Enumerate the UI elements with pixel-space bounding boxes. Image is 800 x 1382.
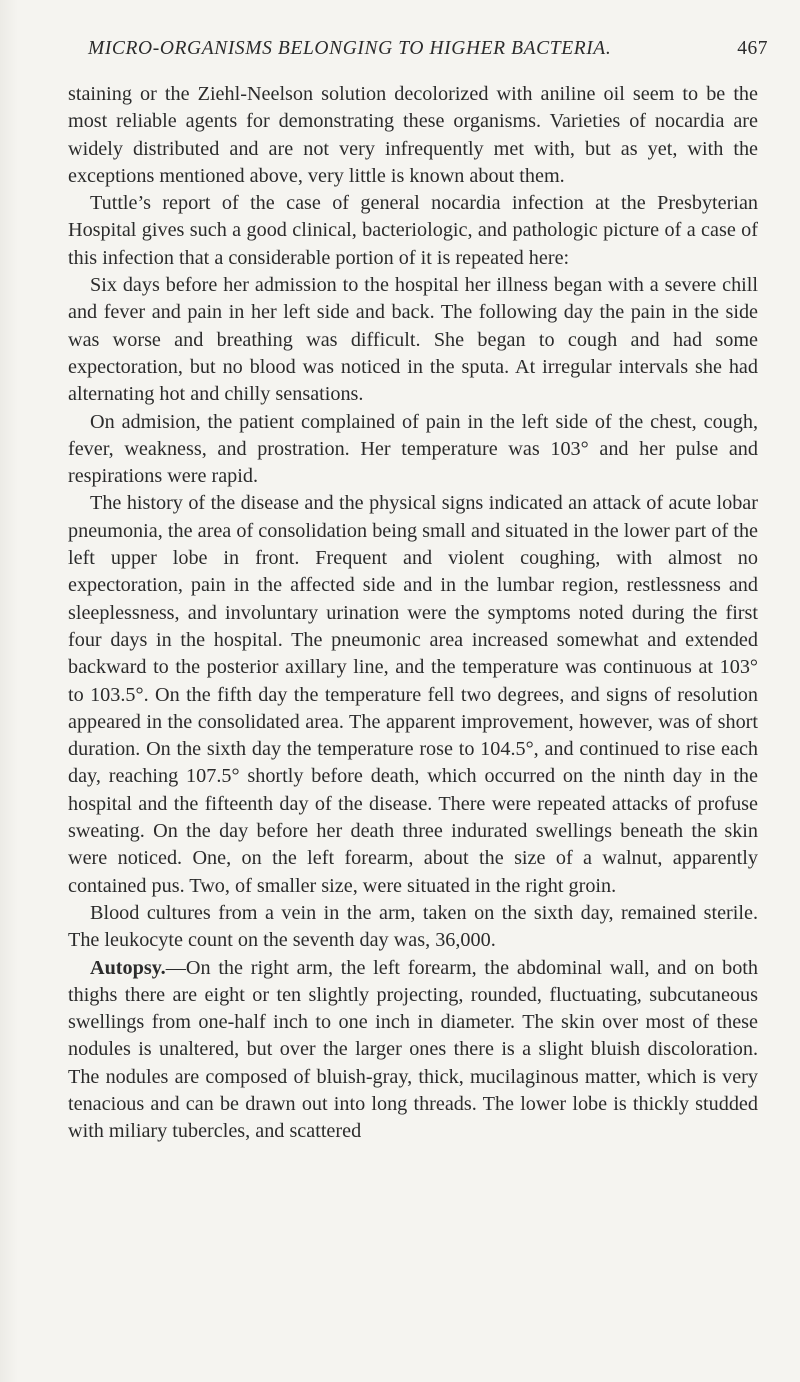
paragraph-tuttle-report: Tuttle’s report of the case of general nocardia infection at the Presbyterian Hospital gives such a good clinical, bacteriologic, and pathologic picture of a case of this infection that a considerable portion of it is repeated here: <box>68 192 758 269</box>
paragraph-history: The history of the disease and the physical signs indicated an attack of acute lobar pneumonia, the area of consolidation being small and situated in the lower part of the left upper lobe in front. Frequent and violent coughing, with almost no expectoration, pain in the affected side and in the lumbar region, restlessness and sleeplessness, and involuntary urination were the symptoms noted during the first four days in the hospital. The pneumonic area increased somewhat and extended backward to the posterior axillary line, and the temperature was continuous at 103° to 103.5°. On the fifth day the temperature fell two degrees, and signs of resolution appeared in the consolidated area. The apparent improvement, however, was of short duration. On the sixth day the temperature rose to 104.5°, and continued to rise each day, reaching 107.5° shortly before death, which occurred on the ninth day in the hospital and the fifteenth day of the disease. There were repeated attacks of profuse sweating. On the day before her death three indurated swellings beneath the skin were noticed. One, on the left forearm, about the size of a walnut, apparently contained pus. Two, of smaller size, were situated in the right groin. <box>68 492 758 897</box>
body-text <box>68 81 758 1146</box>
page-number: 467 <box>737 38 768 59</box>
paragraph-onset: Six days before her admission to the hospital her illness began with a severe chill and fever and pain in her left side and back. The following day the pain in the side was worse and breathing was difficult. She began to cough and had some expectoration, but no blood was noticed in the sputa. At irregular intervals she had alternating hot and chilly sensations. <box>68 274 758 406</box>
running-head <box>88 38 768 60</box>
autopsy-text: —On the right arm, the left forearm, the abdominal wall, and on both thighs there are eight or ten slightly projecting, rounded, fluctuating, subcutaneous swellings from one-half inch to one inch in diameter. The skin over most of these nodules is unaltered, but over the larger ones there is a slight bluish discoloration. The nodules are composed of bluish-gray, thick, mucilaginous matter, which is very tenacious and can be drawn out into long threads. The lower lobe is thickly studded with miliary tubercles, and scattered <box>68 956 758 1143</box>
paragraph-admission: On admision, the patient complained of pain in the left side of the chest, cough, fever, weakness, and prostration. Her temperature was 103° and her pulse and respirations were rapid. <box>68 410 758 488</box>
running-head-title: MICRO-ORGANISMS BELONGING TO HIGHER BACTERIA. <box>88 38 612 59</box>
paragraph-continued: staining or the Ziehl-Neelson solution decolorized with aniline oil seem to be the most reliable agents for demonstrating these organisms. Varieties of nocardia are widely distributed and are not very infrequently met with, but as yet, with the exceptions mentioned above, very little is known about them. <box>68 83 758 187</box>
paragraph-blood-cultures: Blood cultures from a vein in the arm, taken on the sixth day, remained sterile. The leukocyte count on the seventh day was, 36,000. <box>68 901 758 952</box>
autopsy-heading: Autopsy. <box>90 956 166 979</box>
paragraph-autopsy <box>68 955 758 1146</box>
